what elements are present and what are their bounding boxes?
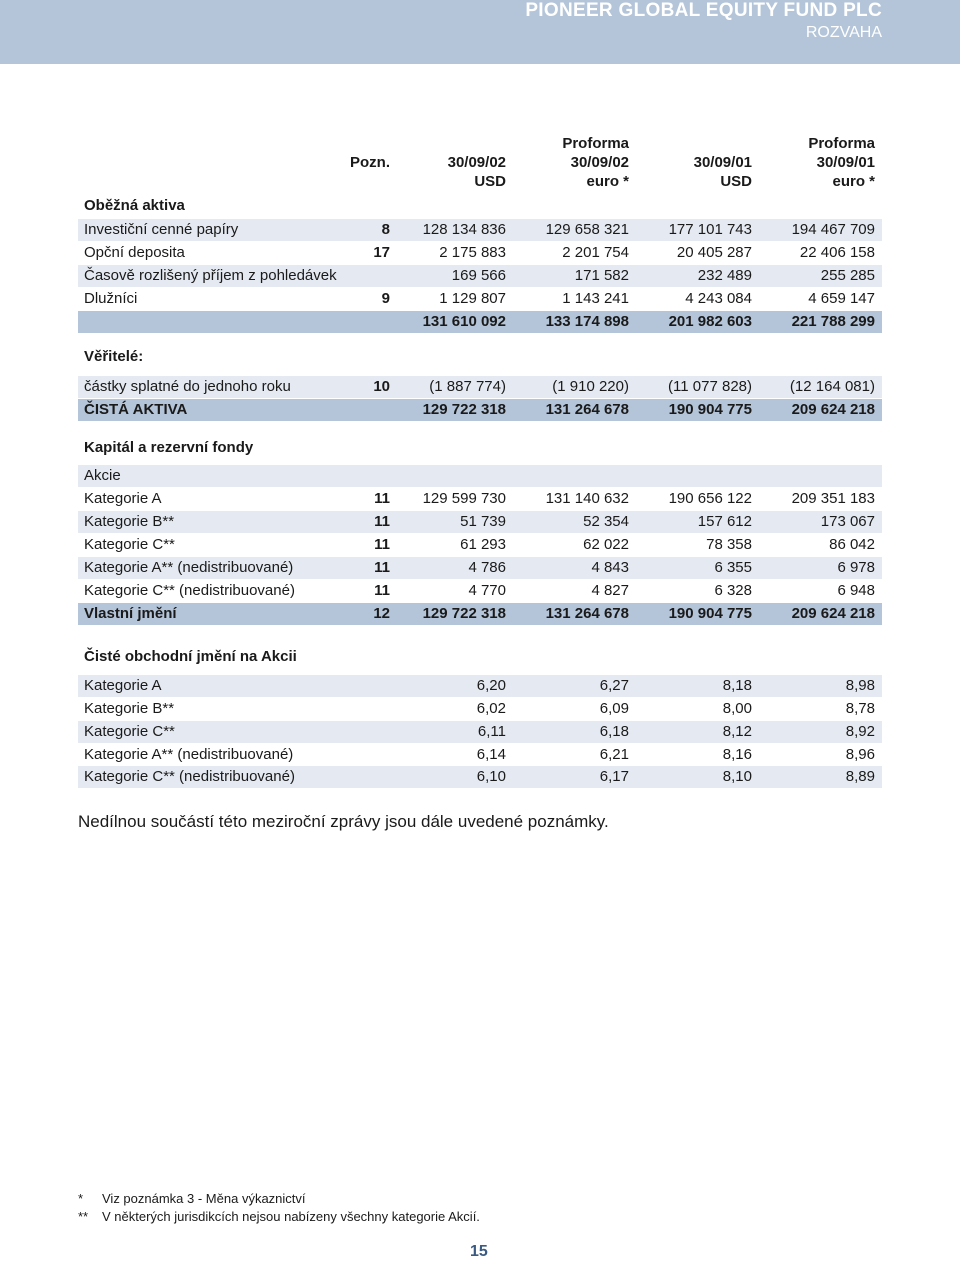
footnote: * Viz poznámka 3 - Měna výkaznictví — [78, 1191, 306, 1206]
header-banner — [0, 0, 960, 64]
table-row: Opční deposita 17 2 175 883 2 201 754 20 405 287 22 406 158 — [84, 244, 875, 261]
table-row: Dlužníci 9 1 129 807 1 143 241 4 243 084 4 659 147 — [84, 290, 875, 307]
column-header-c4: Proforma 30/09/01 euro * — [808, 135, 875, 190]
column-header-c1: 30/09/02 USD — [447, 154, 506, 190]
table-row: Kategorie A 6,20 6,27 8,18 8,98 — [78, 675, 882, 697]
table-row: Investiční cenné papíry 8 128 134 836 129 658 321 177 101 743 194 467 709 — [78, 219, 882, 241]
net-assets-row: ČISTÁ AKTIVA 129 722 318 131 264 678 190 904 775 209 624 218 — [78, 399, 882, 421]
footnote: ** V některých jurisdikcích nejsou nabízeny všechny kategorie Akcií. — [78, 1209, 480, 1224]
section-creditors: Věřitelé: — [84, 348, 144, 365]
table-row: Kategorie A** (nedistribuované) 11 4 786 4 843 6 355 6 978 — [78, 557, 882, 579]
table-row: Časově rozlišený příjem z pohledávek 169 566 171 582 232 489 255 285 — [78, 265, 882, 287]
closing-note: Nedílnou součástí této meziroční zprávy jsou dále uvedené poznámky. — [78, 812, 609, 831]
table-row: Kategorie C** 11 61 293 62 022 78 358 86 042 — [84, 536, 875, 553]
table-row: Kategorie C** (nedistribuované) 11 4 770 4 827 6 328 6 948 — [84, 582, 875, 599]
statement-title: ROZVAHA — [805, 24, 882, 41]
table-row: Kategorie A 11 129 599 730 131 140 632 190 656 122 209 351 183 — [84, 490, 875, 507]
column-header-c2: Proforma 30/09/02 euro * — [562, 135, 629, 190]
table-row: Kategorie A** (nedistribuované) 6,14 6,21 8,16 8,96 — [84, 746, 875, 763]
page-number: 15 — [470, 1243, 488, 1260]
fund-title: PIONEER GLOBAL EQUITY FUND PLC — [525, 0, 882, 21]
table-row: Kategorie B** 11 51 739 52 354 157 612 173 067 — [78, 511, 882, 533]
table-row: Kategorie C** (nedistribuované) 6,10 6,17 8,10 8,89 — [78, 766, 882, 788]
creditors-row: částky splatné do jednoho roku 10 (1 887 774) (1 910 220) (11 077 828) (12 164 081) — [78, 376, 882, 398]
current-assets-total-row: 131 610 092 133 174 898 201 982 603 221 788 299 — [78, 311, 882, 333]
shares-subheader-row: Akcie — [78, 465, 882, 487]
section-current-assets: Oběžná aktiva — [84, 197, 185, 214]
equity-total-row: Vlastní jmění 12 129 722 318 131 264 678 190 904 775 209 624 218 — [78, 603, 882, 625]
section-capital: Kapitál a rezervní fondy — [84, 439, 254, 456]
column-header-c3: 30/09/01 USD — [693, 154, 752, 190]
column-header-note: Pozn. — [350, 154, 390, 171]
section-nav-per-share: Čisté obchodní jmění na Akcii — [84, 648, 297, 665]
table-row: Kategorie B** 6,02 6,09 8,00 8,78 — [84, 700, 875, 717]
table-row: Kategorie C** 6,11 6,18 8,12 8,92 — [78, 721, 882, 743]
